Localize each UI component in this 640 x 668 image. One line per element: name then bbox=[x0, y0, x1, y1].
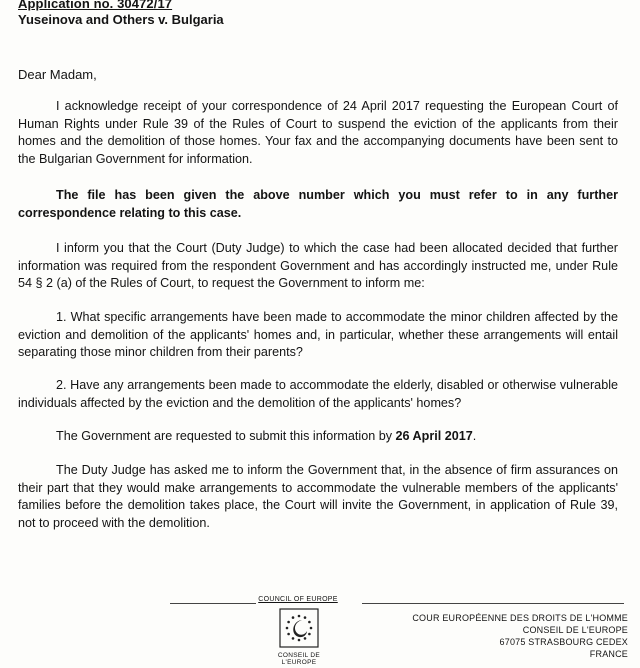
deadline-date: 26 April 2017 bbox=[395, 429, 473, 443]
footer-rule-left bbox=[170, 603, 256, 604]
deadline-text: The Government are requested to submit this information by bbox=[56, 429, 396, 443]
address-line: 67075 STRASBOURG CEDEX bbox=[499, 637, 628, 647]
court-address bbox=[412, 612, 628, 660]
footer-rule-right bbox=[362, 603, 624, 604]
logo-bottom-text: CONSEIL DE L'EUROPE bbox=[277, 652, 321, 666]
address-line: COUR EUROPÉENNE DES DROITS DE L'HOMME bbox=[412, 613, 628, 623]
salutation: Dear Madam, bbox=[18, 67, 97, 82]
logo-top-text: COUNCIL OF EUROPE bbox=[258, 596, 338, 603]
deadline-period: . bbox=[472, 429, 477, 443]
paragraph-court-instruction: I inform you that the Court (Duty Judge) to which the case had been allocated decided that further information was required from the respondent Government and has accordingly instructed me, under Rule 54 § 2 (a) of the Rules of Court, to request the Government to inform me: bbox=[18, 241, 618, 290]
address-line: CONSEIL DE L'EUROPE bbox=[522, 625, 628, 635]
question-1: 1. What specific arrangements have been made to accommodate the minor children affected by the eviction and demolition of the applicants' homes and, in particular, whether these arrangements will entail separating those minor children from their parents? bbox=[18, 310, 618, 359]
paragraph-deadline bbox=[18, 428, 618, 446]
council-of-europe-emblem-icon bbox=[278, 607, 320, 649]
paragraph-duty-judge: The Duty Judge has asked me to inform the Government that, in the absence of firm assurances on their part that they would make arrangements to accommodate the vulnerable members of the applicants' families before the demolition takes place, the Court will invite the Government, in application of Rule 39, not to proceed with the demolition. bbox=[18, 463, 618, 530]
case-name: Yuseinova and Others v. Bulgaria bbox=[18, 12, 224, 27]
address-line: FRANCE bbox=[589, 649, 628, 659]
paragraph-file-number-notice: The file has been given the above number which you must refer to in any further correspondence relating to this case. bbox=[18, 188, 618, 220]
paragraph-acknowledgement: I acknowledge receipt of your correspondence of 24 April 2017 requesting the European Court of Human Rights under Rule 39 of the Rules of Court to suspend the eviction of the applicants from their homes and the demolition of those homes. Your fax and the accompanying documents have been sent to the Bulgarian Government for information. bbox=[18, 99, 618, 166]
council-of-europe-logo bbox=[258, 596, 338, 668]
question-2: 2. Have any arrangements been made to accommodate the elderly, disabled or otherwise vulnerable individuals affected by the eviction and the demolition of the applicants' homes? bbox=[18, 378, 618, 410]
application-number: Application no. 30472/17 bbox=[18, 0, 173, 11]
